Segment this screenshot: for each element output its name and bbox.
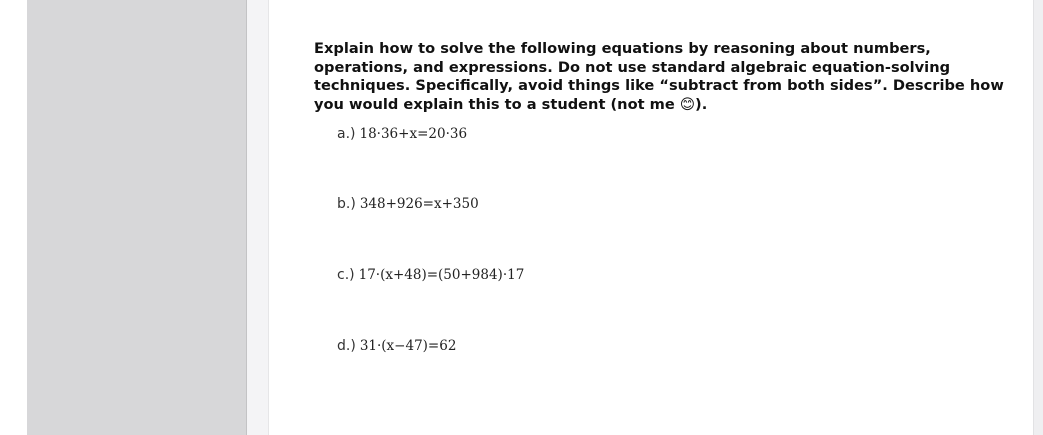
item-label: c.)	[337, 267, 355, 283]
sidebar-panel	[27, 0, 247, 435]
item-label: d.)	[337, 338, 356, 354]
equation-text: 17·(x+48)=(50+984)·17	[358, 267, 525, 283]
document-page	[269, 0, 1033, 435]
page-gutter	[247, 0, 269, 435]
item-label: a.)	[337, 126, 356, 142]
window-left-margin	[0, 0, 27, 435]
equation-text: 348+926=x+350	[359, 196, 479, 212]
question-prompt: Explain how to solve the following equations by reasoning about numbers, operations, and expressions. Do not use standard algebraic equation-solving techniques. Specifically, avoid things like “subtract from both sides”. Describe how you would explain this to a student (not me 😊).	[314, 40, 1004, 114]
equation-item-d	[337, 338, 456, 358]
equation-item-c	[337, 267, 524, 287]
right-gutter	[1033, 0, 1043, 435]
equation-text: 18·36+x=20·36	[359, 126, 468, 142]
item-label: b.)	[337, 196, 356, 212]
equation-item-b	[337, 196, 479, 216]
equation-text: 31·(x−47)=62	[359, 338, 457, 354]
equation-item-a	[337, 126, 467, 146]
